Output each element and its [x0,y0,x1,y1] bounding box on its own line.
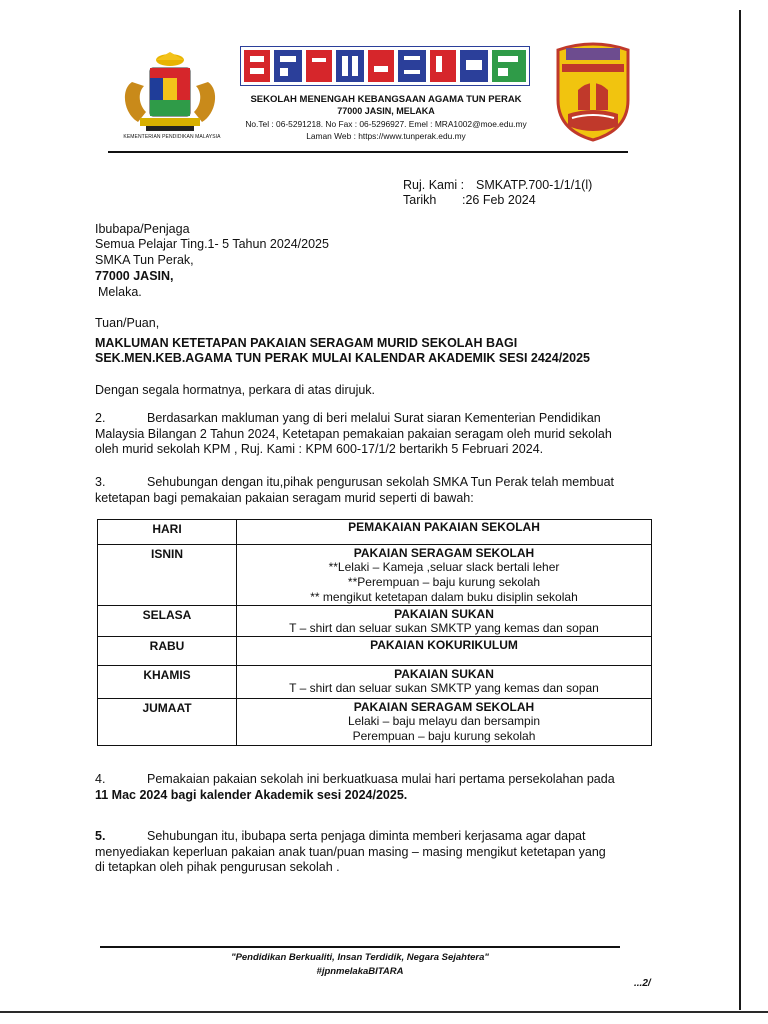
paragraph-text: ketetapan bagi pemakaian pakaian seragam murid seperti di bawah: [95,490,474,505]
attire-main: PAKAIAN SERAGAM SEKOLAH [353,546,535,560]
paragraph-number: 5. [95,829,106,843]
school-banner-logo [240,46,530,86]
paragraph-text: Sehubungan dengan itu,pihak pengurusan sekolah SMKA Tun Perak telah membuat [147,475,614,489]
table-cell-attire [237,606,652,637]
attire-detail: **Perempuan – baju kurung sekolah [347,575,541,589]
paragraph-text: Malaysia Bilangan 2 Tahun 2024, Ketetapan pemakaian pakaian seragam oleh murid sekolah [95,426,612,441]
attire-detail: Perempuan – baju kurung sekolah [352,729,536,743]
paragraph-text: Berdasarkan makluman yang di beri melalui Surat siaran Kementerian Pendidikan [147,411,601,425]
attire-detail: **Lelaki – Kameja ,seluar slack bertali leher [328,560,560,574]
attire-main: PAKAIAN SERAGAM SEKOLAH [353,700,535,714]
date-label: Tarikh [403,193,437,207]
attire-detail: T – shirt dan seluar sukan SMKTP yang kemas dan sopan [289,621,599,635]
salutation: Tuan/Puan, [95,316,160,330]
school-contact: No.Tel : 06-5291218. No Fax : 06-5296927. Emel : MRA1002@moe.edu.my [245,119,527,129]
table-cell-day: ISNIN [98,545,237,606]
footer-divider [100,946,620,948]
attire-detail: Lelaki – baju melayu dan bersampin [347,714,541,728]
table-row [98,666,652,699]
table-header-row [98,520,652,545]
paragraph-text: Pemakaian pakaian sekolah ini berkuatkuasa mulai hari pertama persekolahan pada [147,772,615,786]
table-row [98,545,652,606]
recipient-line: Ibubapa/Penjaga [95,222,190,236]
attire-detail: ** mengikut ketetapan dalam buku disiplin sekolah [310,590,578,604]
page-edge-right [739,10,741,1010]
attire-main: PAKAIAN SUKAN [394,667,494,681]
recipient-line: Melaka. [98,285,142,299]
uniform-schedule-table [97,519,652,746]
paragraph-number: 3. [95,475,106,489]
recipient-line: 77000 JASIN, [95,269,174,283]
recipient-line: SMKA Tun Perak, [95,253,194,267]
paragraph-5 [95,829,655,876]
paragraph-text: menyediakan keperluan pakaian anak tuan/puan masing – masing mengikut ketetapan yang [95,844,606,859]
table-cell-attire [237,699,652,746]
school-city: 77000 JASIN, MELAKA [337,106,435,116]
footer-motto: "Pendidikan Berkualiti, Insan Terdidik, Negara Sejahtera" [231,952,489,963]
table-row [98,699,652,746]
table-row [98,637,652,666]
ministry-caption: KEMENTERIAN PENDIDIKAN MALAYSIA [123,134,221,140]
paragraph-text: 11 Mac 2024 bagi kalender Akademik sesi 2024/2025. [95,787,408,802]
table-cell-attire [237,545,652,606]
ministry-crest-icon [110,52,230,138]
date-value: :26 Feb 2024 [462,193,536,207]
table-header-day: HARI [98,520,237,545]
paragraph-number: 4. [95,772,106,786]
paragraph-text: di tetapkan oleh pihak pengurusan sekolah . [95,860,340,874]
school-name: SEKOLAH MENENGAH KEBANGSAAN AGAMA TUN PERAK [250,94,522,105]
recipient-line: Semua Pelajar Ting.1- 5 Tahun 2024/2025 [95,237,329,251]
table-cell-day: KHAMIS [98,666,237,699]
page-continuation: ...2/ [634,978,651,989]
subject-title: SEK.MEN.KEB.AGAMA TUN PERAK MULAI KALENDAR AKADEMIK SESI 2424/2025 [95,351,590,365]
school-website: Laman Web : https://www.tunperak.edu.my [306,131,466,141]
school-crest-icon [548,40,638,142]
paragraph-3 [95,475,655,506]
paragraph-4 [95,772,655,803]
table-cell-day: SELASA [98,606,237,637]
table-cell-day: RABU [98,637,237,666]
paragraph-text: oleh murid sekolah KPM , Ruj. Kami : KPM 600-17/1/2 bertarikh 5 Februari 2024. [95,442,544,456]
table-cell-attire [237,666,652,699]
table-cell-attire [237,637,652,666]
reference-label: Ruj. Kami : [403,178,465,192]
table-row [98,606,652,637]
attire-main: PAKAIAN KOKURIKULUM [370,638,518,652]
header-divider [108,151,628,153]
paragraph-text: Sehubungan itu, ibubapa serta penjaga diminta memberi kerjasama agar dapat [147,829,586,843]
paragraph-2 [95,411,655,458]
attire-detail: T – shirt dan seluar sukan SMKTP yang kemas dan sopan [289,681,599,695]
footer-hashtag: #jpnmelakaBITARA [316,966,404,977]
table-cell-day: JUMAAT [98,699,237,746]
attire-main: PAKAIAN SUKAN [394,607,494,621]
reference-number: SMKATP.700-1/1/1(l) [476,178,593,192]
table-header-attire: PEMAKAIAN PAKAIAN SEKOLAH [237,520,652,545]
opening-line: Dengan segala hormatnya, perkara di atas dirujuk. [95,383,376,397]
paragraph-number: 2. [95,411,106,425]
subject-title: MAKLUMAN KETETAPAN PAKAIAN SERAGAM MURID SEKOLAH BAGI [95,336,518,350]
page-edge-bottom [0,1011,768,1013]
